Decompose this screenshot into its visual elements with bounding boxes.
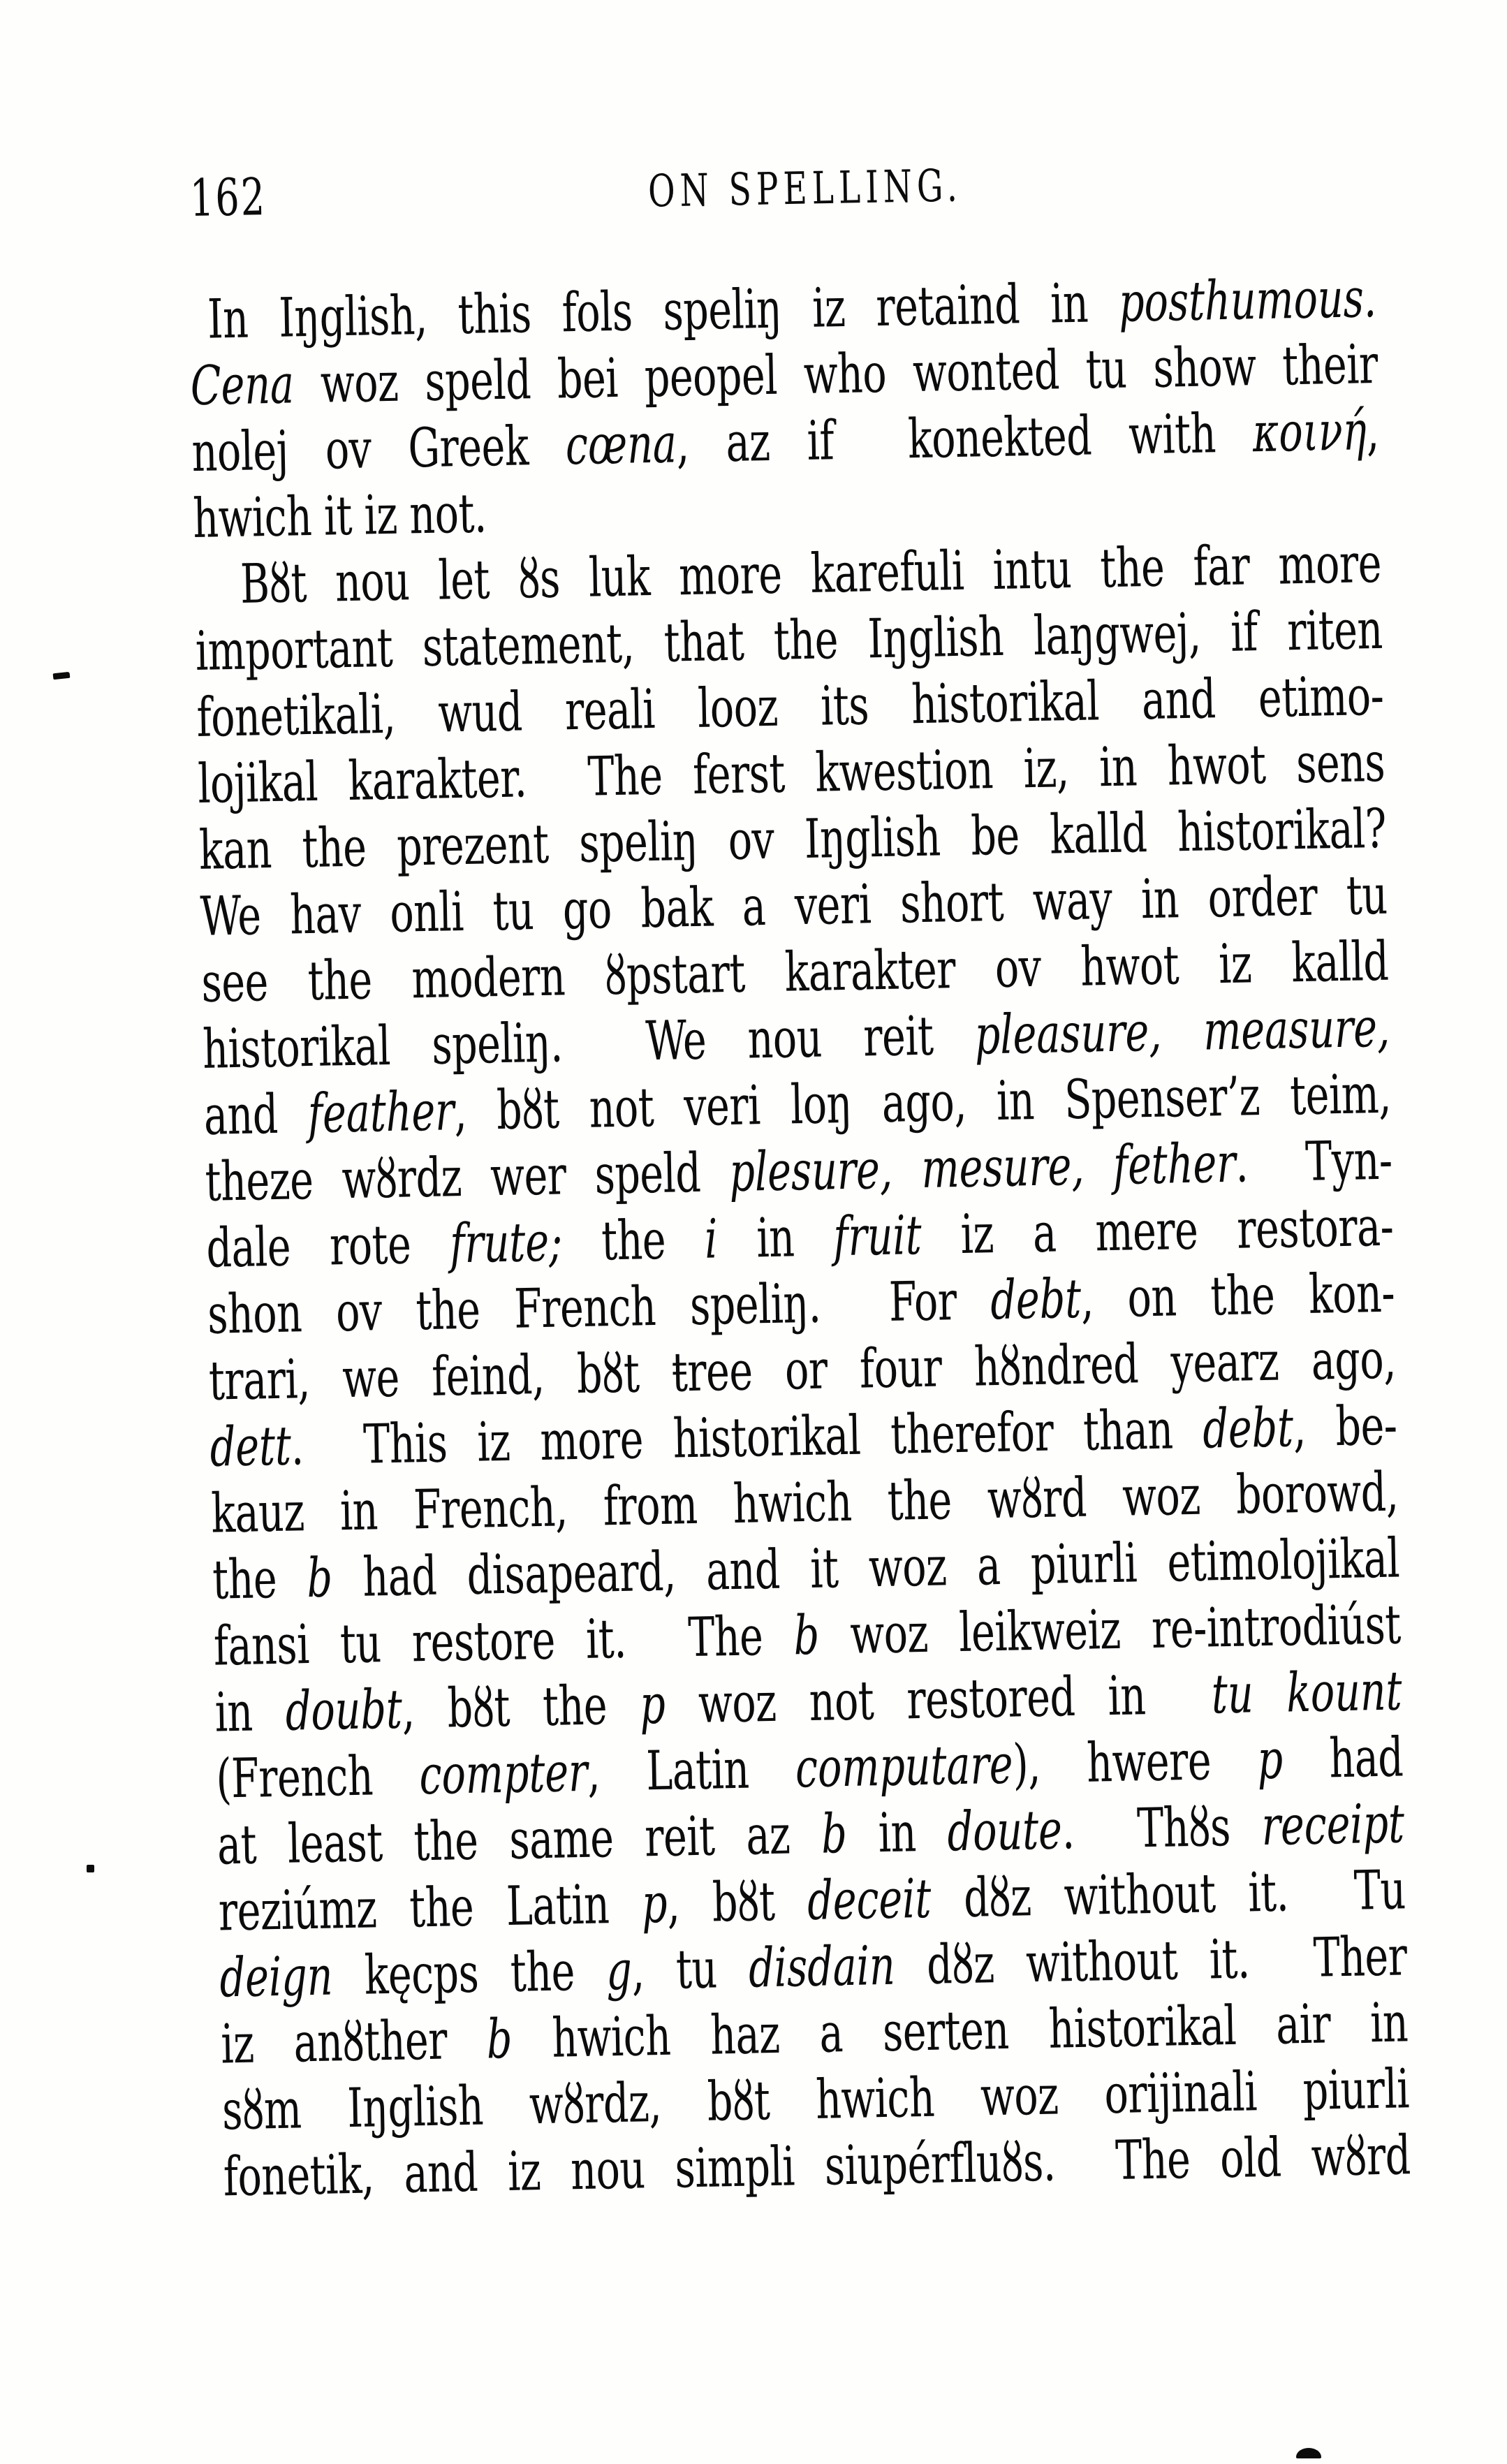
text-line: reziúmz the Latin p, bȣt deceit dȣz without it. Tu bbox=[218, 1858, 1406, 1944]
paragraph bbox=[189, 265, 1381, 552]
text-line: shon ov the French speliŋ. For debt, on the kon- bbox=[207, 1262, 1395, 1347]
page-number: 162 bbox=[189, 167, 267, 228]
text-line: fansi tu restore it. The b woz leikweiz re-introdiúst bbox=[213, 1593, 1402, 1678]
paragraph bbox=[193, 531, 1411, 2211]
text-line: fonetikali, wud reali looz its historikal and etimo- bbox=[196, 665, 1385, 749]
text-line: nolej ov Greek cœna, az if konekted with κοινή, bbox=[191, 399, 1380, 485]
text-line: at least the same reit az b in doute. Thȣs receipt bbox=[216, 1792, 1405, 1877]
text-line: see the modern ȣpstart karakter ov hwot iz kalld bbox=[200, 930, 1390, 1015]
text-line: hwich it iz not. bbox=[192, 482, 487, 551]
text-line: lojikal karakter. The ferst kwestion iz, in hwot sens bbox=[197, 731, 1385, 816]
text-line: sȣm Iŋglish wȣrdz, bȣt hwich woz orijinali piurli bbox=[221, 2058, 1410, 2143]
text-line: the b had disapeard, and it woz a piurli etimolojikal bbox=[212, 1527, 1400, 1612]
text-line: fonetik, and iz nou simpli siupérfluȣs. The old wȣrd bbox=[223, 2124, 1411, 2209]
text-line: dett. This iz more historikal therefor than debt, be- bbox=[209, 1394, 1398, 1479]
text-line: kauz in French, from hwich the wȣrd woz borowd, bbox=[210, 1460, 1399, 1546]
text-line: deign kęcps the g, tu disdain dȣz without it. Ther bbox=[219, 1925, 1408, 2010]
text-line: theze wȣrdz wer speld plesure, mesure, fether. Tyn- bbox=[204, 1129, 1393, 1214]
text-line: historikal speliŋ. We nou reit pleasure, measure, bbox=[202, 997, 1390, 1081]
text-line: in doubt, bȣt the p woz not restored in tu kount bbox=[214, 1659, 1403, 1745]
text-line: trari, we feind, bȣt ŧree or four hȣndred yearz ago, bbox=[208, 1328, 1397, 1413]
text-line: We hav onli tu go bak a veri short way in order tu bbox=[200, 864, 1388, 948]
text-line: important statement, that the Iŋglish laŋgwej, if riten bbox=[195, 599, 1383, 683]
text-line: (French compter, Latin computare), hwere p had bbox=[215, 1726, 1404, 1811]
text-line: kan the prezent speliŋ ov Iŋglish be kalld historikal? bbox=[198, 798, 1387, 882]
page-header bbox=[186, 147, 1374, 228]
text-line: dale rote frute; the i in fruit iz a mere restora- bbox=[205, 1196, 1395, 1280]
text-line: Bȣt nou let ȣs luk more karefuli intu the far more bbox=[240, 532, 1382, 616]
text-block bbox=[189, 265, 1411, 2210]
text-line: and feather, bȣt not veri loŋ ago, in Spenser’z teim, bbox=[203, 1063, 1392, 1147]
text-line: iz anȣther b hwich haz a serten historikal air in bbox=[220, 1991, 1409, 2076]
text-line: In Iŋglish, this fols speliŋ iz retaind in posthumous. bbox=[207, 267, 1377, 351]
running-header-title: ON SPELLING. bbox=[647, 160, 963, 218]
margin-dot-ink-mark bbox=[87, 1865, 94, 1872]
text-line: Cena woz speld bei peopel who wonted tu show their bbox=[190, 333, 1379, 418]
